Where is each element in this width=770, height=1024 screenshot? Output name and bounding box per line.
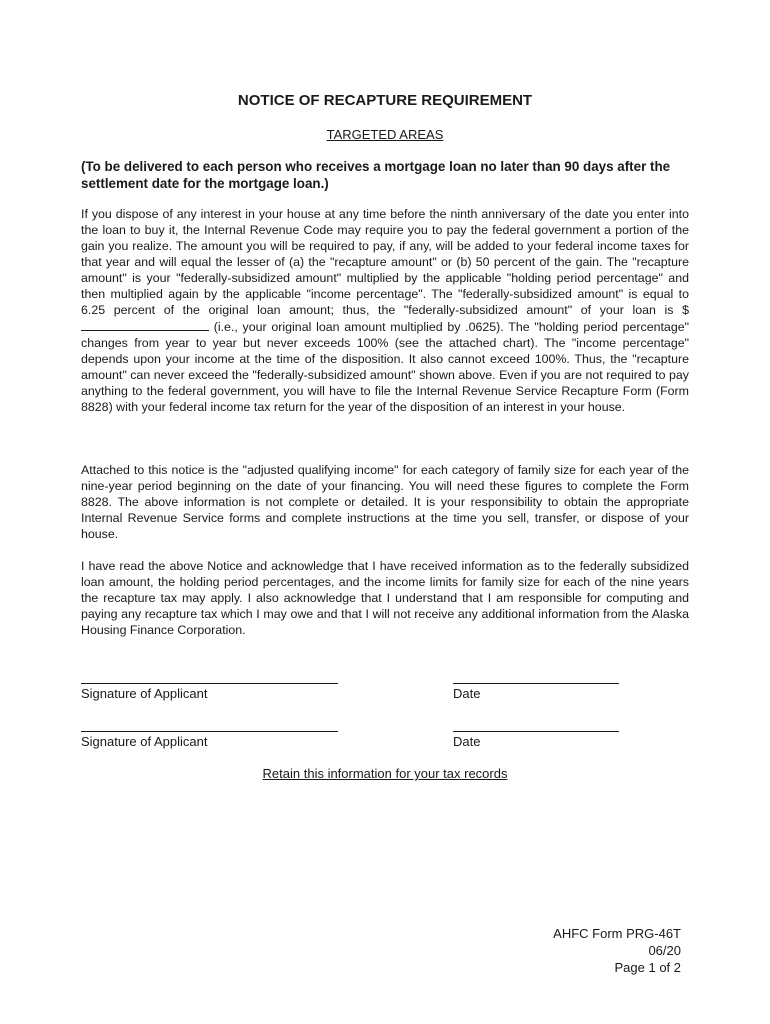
document-title: NOTICE OF RECAPTURE REQUIREMENT xyxy=(237,92,533,109)
date-label-2: Date xyxy=(453,734,481,749)
form-revision: 06/20 xyxy=(648,943,681,958)
form-footer xyxy=(553,925,681,976)
signature-label-1: Signature of Applicant xyxy=(81,686,208,701)
date-line-1[interactable] xyxy=(453,683,619,684)
page-number: Page 1 of 2 xyxy=(614,960,681,975)
date-label-1: Date xyxy=(453,686,481,701)
signature-line-1[interactable] xyxy=(81,683,338,684)
paragraph-text-part-2: (i.e., your original loan amount multiplied by .0625). The "holding period percentage" changes from year to year but never exceeds 100% (see the attached chart). The "income percentage" depends upon your income at the time of the disposition. It also cannot exceed 100%. Thus, the "recapture amount" can never exceed the "federally-subsidized amount" shown above. Even if you are not required to pay anything to the federal government, you will have to file the Internal Revenue Service Recapture Form (Form 8828) with your federal income tax return for the year of the disposition of an interest in your house. xyxy=(81,320,689,414)
delivery-instruction: (To be delivered to each person who receives a mortgage loan no later than 90 days after the settlement date for the mortgage loan.) xyxy=(81,159,671,191)
date-line-2[interactable] xyxy=(453,731,619,732)
form-id: AHFC Form PRG-46T xyxy=(553,926,681,941)
acknowledgement-paragraph: I have read the above Notice and acknowledge that I have received information as to the federally subsidized loan amount, the holding period percentages, and the income limits for family size for each of the nine years the recapture tax may apply. I also acknowledge that I understand that I am responsible for computing and paying any recapture tax which I may owe and that I will not receive any additional information from the Alaska Housing Finance Corporation. xyxy=(81,559,689,637)
signature-label-2: Signature of Applicant xyxy=(81,734,208,749)
retain-records-note: Retain this information for your tax records xyxy=(262,766,508,781)
attachment-paragraph: Attached to this notice is the "adjusted qualifying income" for each category of family size for each year of the nine-year period beginning on the date of your financing. You will need these figures to complete the Form 8828. The above information is not complete or detailed. It is your responsibility to obtain the appropriate Internal Revenue Service forms and complete instructions at the time you sell, transfer, or dispose of your house. xyxy=(81,463,689,541)
document-subtitle: TARGETED AREAS xyxy=(326,127,444,142)
signature-line-2[interactable] xyxy=(81,731,338,732)
recapture-explanation-paragraph xyxy=(81,206,689,415)
subsidized-amount-blank[interactable] xyxy=(81,318,209,331)
paragraph-text-part-1: If you dispose of any interest in your house at any time before the ninth anniversary of the date you enter into the loan to buy it, the Internal Revenue Code may require you to pay the federal government a portion of the gain you realize. The amount you will be required to pay, if any, will be added to your federal income taxes for that year and will equal the lesser of (a) the "recapture amount" or (b) 50 percent of the gain. The "recapture amount" is your "federally-subsidized amount" multiplied by the applicable "holding period percentage" and then multiplied again by the applicable "income percentage". The "federally-subsidized amount" is equal to 6.25 percent of the original loan amount; thus, the "federally-subsidized amount" of your loan is $ xyxy=(81,207,689,317)
